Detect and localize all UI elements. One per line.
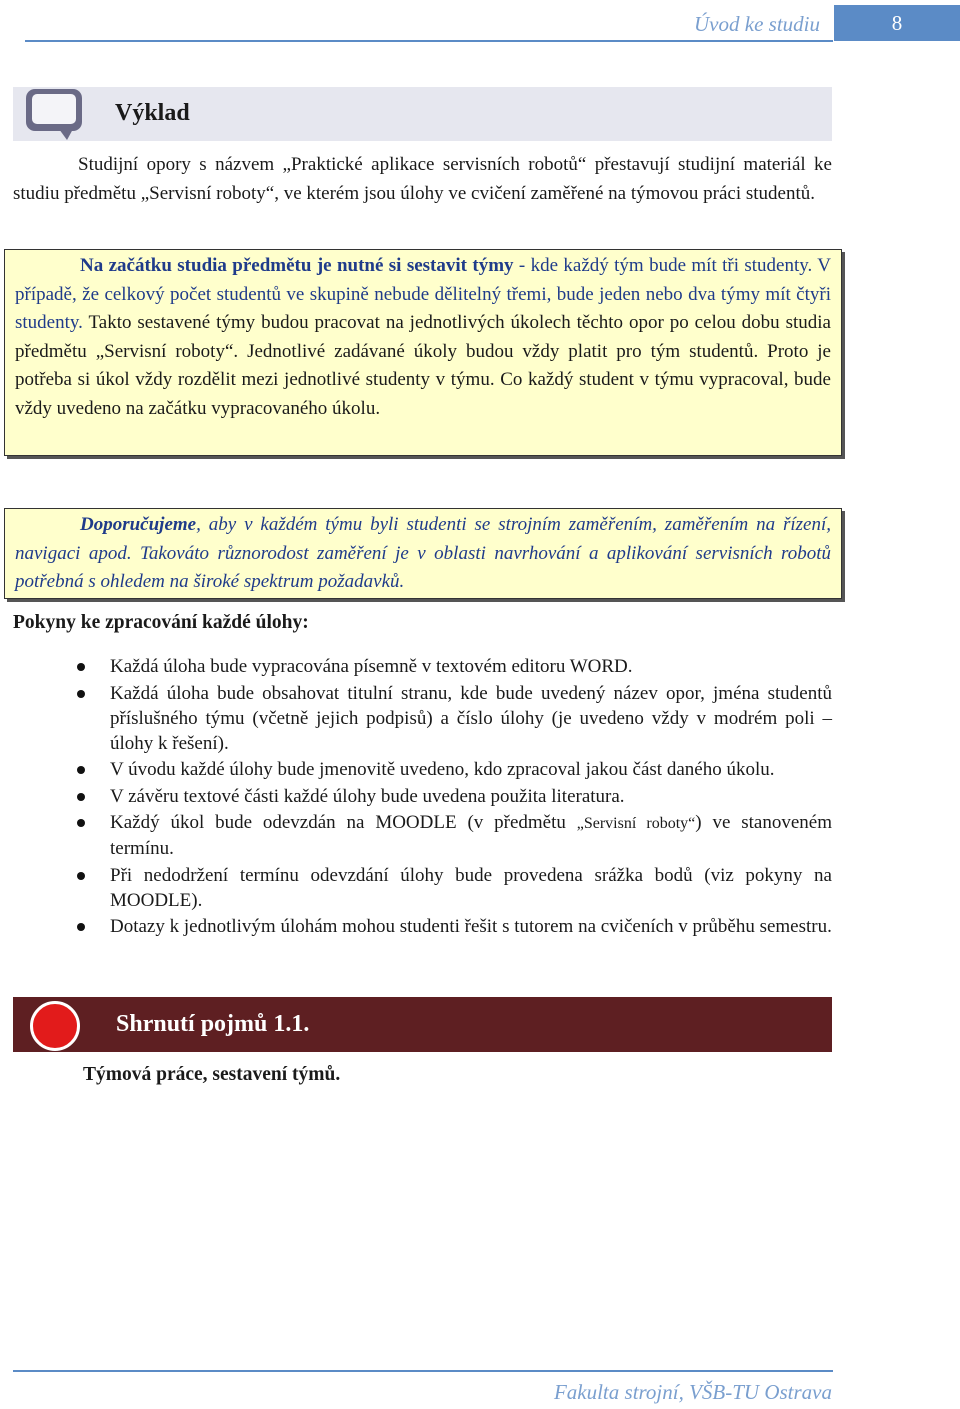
list-item: V úvodu každé úlohy bude jmenovitě uvedeno, kdo zpracoval jakou část daného úkolu. bbox=[70, 757, 832, 782]
bullet-icon bbox=[77, 923, 85, 931]
running-header-title: Úvod ke studiu bbox=[694, 12, 820, 36]
bullet-icon bbox=[77, 793, 85, 801]
instructions-list bbox=[70, 654, 832, 941]
footer-text: Fakulta strojní, VŠB-TU Ostrava bbox=[553, 1380, 832, 1404]
recommendation-text bbox=[15, 511, 831, 597]
bullet-icon bbox=[77, 690, 85, 698]
summary-title: Shrnutí pojmů 1.1. bbox=[116, 1011, 310, 1037]
team-info-box bbox=[4, 249, 842, 456]
footer-rule bbox=[13, 1370, 833, 1372]
recommendation-rest: , aby v každém týmu byli studenti se strojním zaměřením, zaměřením na řízení, navigaci apod. Takováto různorodost zaměření je v oblasti navrhování a aplikování servisních robotů potřebná s ohledem na široké spektrum požadavků. bbox=[15, 514, 831, 592]
header-rule bbox=[25, 40, 833, 42]
bullet-icon bbox=[77, 819, 85, 827]
bullet-icon bbox=[77, 872, 85, 880]
instructions-heading: Pokyny ke zpracování každé úlohy: bbox=[13, 612, 309, 633]
section-icon-box bbox=[13, 87, 101, 141]
list-item: V závěru textové části každé úlohy bude uvedena použita literatura. bbox=[70, 784, 832, 809]
summary-terms: Týmová práce, sestavení týmů. bbox=[83, 1064, 341, 1085]
section-title: Výklad bbox=[115, 100, 190, 126]
team-info-lead-bold: Na začátku studia předmětu je nutné si sestavit týmy bbox=[80, 255, 514, 276]
team-info-rest: Takto sestavené týmy budou pracovat na jednotlivých úkolech těchto opor po celou dobu studia předmětu „Servisní roboty“. Jednotlivé zadávané úkoly budou vždy platit pro tým studentů. Proto je potřeba si úkol vždy rozdělit mezi jednotlivé studenty v týmu. Co každý student v týmu vypracoval, bude vždy uvedeno na začátku vypracovaného úkolu. bbox=[15, 312, 831, 419]
intro-paragraph bbox=[13, 151, 832, 208]
red-circle-icon bbox=[30, 1001, 80, 1051]
intro-text: Studijní opory s názvem „Praktické aplikace servisních robotů“ přestavují studijní materiál ke studiu předmětu „Servisní roboty“, ve kterém jsou úlohy ve cvičení zaměřené na týmovou práci studentů. bbox=[13, 154, 832, 204]
list-item: Dotazy k jednotlivým úlohám mohou studenti řešit s tutorem na cvičeních v průběhu semestru. bbox=[70, 914, 832, 939]
bullet-icon bbox=[77, 766, 85, 774]
team-info-lead-rest: - kde každý tým bude mít tři studenty. V případě, že celkový počet studentů ve skupině nebude dělitelný třemi, bude jeden nebo dva týmy mít čtyři studenty. bbox=[15, 255, 831, 333]
list-item: Každá úloha bude vypracována písemně v textovém editoru WORD. bbox=[70, 654, 832, 679]
page-number: 8 bbox=[834, 5, 960, 41]
list-item: Při nedodržení termínu odevzdání úlohy bude provedena srážka bodů (viz pokyny na MOODLE). bbox=[70, 863, 832, 913]
bullet-icon bbox=[77, 663, 85, 671]
recommendation-bold: Doporučujeme bbox=[80, 514, 197, 535]
list-item: Každá úloha bude obsahovat titulní stranu, kde bude uvedený název opor, jména studentů příslušného týmu (včetně jejich podpisů) a číslo úlohy (je uvedeno vždy v modrém poli – úlohy k řešení). bbox=[70, 681, 832, 756]
team-info-text bbox=[15, 252, 831, 423]
speech-bubble-icon bbox=[13, 87, 101, 141]
recommendation-box bbox=[4, 508, 842, 599]
list-item: Každý úkol bude odevzdán na MOODLE (v předmětu „Servisní roboty“) ve stanoveném termínu. bbox=[70, 810, 832, 861]
